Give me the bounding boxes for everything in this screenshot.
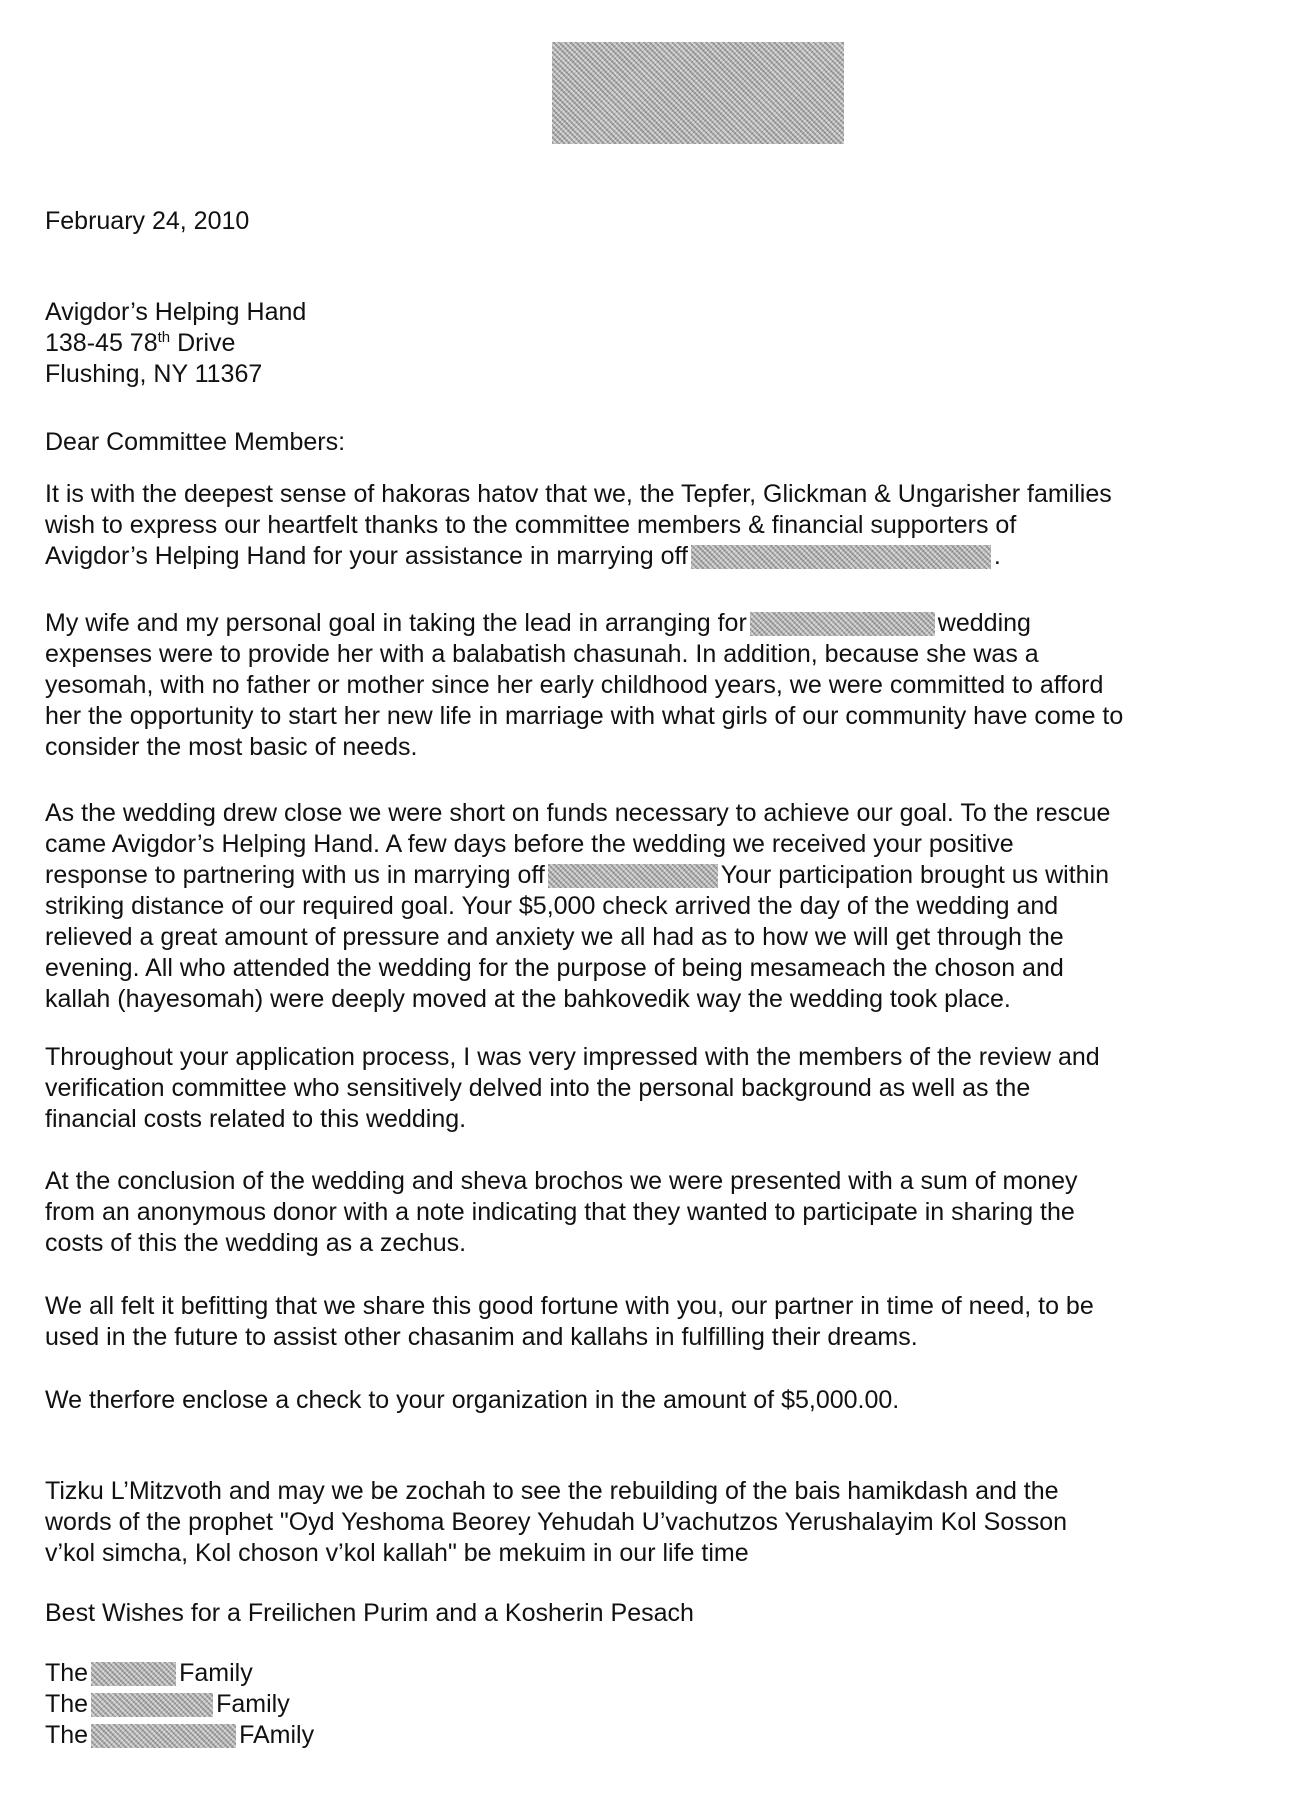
line-text: . <box>993 542 1001 570</box>
paragraph-line: used in the future to assist other chasanim and kallahs in fulfilling their dreams. <box>45 1323 918 1351</box>
line-text: Your participation brought us within <box>720 861 1110 889</box>
redacted-name <box>548 864 718 888</box>
redacted-family-name <box>91 1693 213 1717</box>
paragraph-line: words of the prophet "Oyd Yeshoma Beorey Yehudah U’vachutzos Yerushalayim Kol Sosson <box>45 1508 1068 1536</box>
paragraph-line: yesomah, with no father or mother since her early childhood years, we were committed to afford <box>45 671 1104 699</box>
paragraph-line: verification committee who sensitively delved into the personal background as well as the <box>45 1074 1031 1102</box>
paragraph-line: We all felt it befitting that we share this good fortune with you, our partner in time of need, to be <box>45 1292 1094 1320</box>
date-text: February 24, 2010 <box>45 207 250 235</box>
signature-line <box>45 1658 1275 1689</box>
recipient-street <box>45 328 1275 359</box>
paragraph-line: It is with the deepest sense of hakoras hatov that we, the Tepfer, Glickman & Ungarisher families <box>45 480 1112 508</box>
signature-line <box>45 1689 1275 1720</box>
signature-line <box>45 1720 1275 1751</box>
paragraph-line: wish to express our heartfelt thanks to the committee members & financial supporters of <box>45 511 1017 539</box>
signature-block <box>45 1658 1275 1751</box>
recipient-city: Flushing, NY 11367 <box>45 360 263 388</box>
paragraph-7 <box>45 1385 1275 1416</box>
letter-date <box>45 206 1275 237</box>
salutation <box>45 427 1275 458</box>
paragraph-line: financial costs related to this wedding. <box>45 1105 467 1133</box>
paragraph-2 <box>45 608 1275 763</box>
paragraph-line: consider the most basic of needs. <box>45 733 418 761</box>
paragraph-line <box>45 541 1275 572</box>
paragraph-line: At the conclusion of the wedding and sheva brochos we were presented with a sum of money <box>45 1167 1078 1195</box>
street-name: Drive <box>170 329 236 357</box>
paragraph-3 <box>45 798 1275 1015</box>
paragraph-line: her the opportunity to start her new life in marriage with what girls of our community have come to <box>45 702 1124 730</box>
signature-the: The <box>45 1721 89 1749</box>
street-number: 138-45 78 <box>45 329 158 357</box>
redacted-name <box>750 612 935 636</box>
paragraph-8 <box>45 1476 1275 1569</box>
paragraph-line: v’kol simcha, Kol choson v’kol kallah" be mekuim in our life time <box>45 1539 749 1567</box>
line-text: My wife and my personal goal in taking the lead in arranging for <box>45 609 747 637</box>
paragraph-line: Throughout your application process, I was very impressed with the members of the review and <box>45 1043 1100 1071</box>
signature-the: The <box>45 1659 89 1687</box>
street-ordinal: th <box>157 329 171 346</box>
paragraph-6 <box>45 1291 1275 1353</box>
paragraph-line: striking distance of our required goal. Your $5,000 check arrived the day of the wedding and <box>45 892 1059 920</box>
salutation-text: Dear Committee Members: <box>45 428 346 456</box>
recipient-address <box>45 297 1275 390</box>
paragraph-line: relieved a great amount of pressure and anxiety we all had as to how we will get through the <box>45 923 1064 951</box>
paragraph-line: evening. All who attended the wedding for the purpose of being mesameach the choson and <box>45 954 1064 982</box>
paragraph-4 <box>45 1042 1275 1135</box>
line-text: wedding <box>937 609 1031 637</box>
signature-the: The <box>45 1690 89 1718</box>
paragraph-1 <box>45 479 1275 572</box>
redacted-name <box>691 545 991 569</box>
paragraph-5 <box>45 1166 1275 1259</box>
paragraph-line <box>45 860 1275 891</box>
signature-family: Family <box>216 1690 290 1718</box>
paragraph-line: expenses were to provide her with a balabatish chasunah. In addition, because she was a <box>45 640 1039 668</box>
redacted-letterhead <box>552 42 844 144</box>
redacted-family-name <box>91 1724 236 1748</box>
signature-family: Family <box>179 1659 253 1687</box>
paragraph-line: came Avigdor’s Helping Hand. A few days before the wedding we received your positive <box>45 830 1014 858</box>
paragraph-line: Best Wishes for a Freilichen Purim and a Kosherin Pesach <box>45 1599 694 1627</box>
closing-wishes <box>45 1598 1275 1629</box>
paragraph-line: Tizku L’Mitzvoth and may we be zochah to see the rebuilding of the bais hamikdash and the <box>45 1477 1059 1505</box>
paragraph-line: We therfore enclose a check to your organization in the amount of $5,000.00. <box>45 1386 900 1414</box>
paragraph-line: from an anonymous donor with a note indicating that they wanted to participate in sharing the <box>45 1198 1075 1226</box>
signature-family: FAmily <box>239 1721 315 1749</box>
redacted-family-name <box>91 1662 176 1686</box>
paragraph-line <box>45 608 1275 639</box>
paragraph-line: kallah (hayesomah) were deeply moved at the bahkovedik way the wedding took place. <box>45 985 1011 1013</box>
paragraph-line: As the wedding drew close we were short on funds necessary to achieve our goal. To the rescue <box>45 799 1111 827</box>
recipient-name: Avigdor’s Helping Hand <box>45 298 307 326</box>
paragraph-line: costs of this the wedding as a zechus. <box>45 1229 467 1257</box>
line-text: response to partnering with us in marrying off <box>45 861 545 889</box>
line-text: Avigdor’s Helping Hand for your assistance in marrying off <box>45 542 688 570</box>
